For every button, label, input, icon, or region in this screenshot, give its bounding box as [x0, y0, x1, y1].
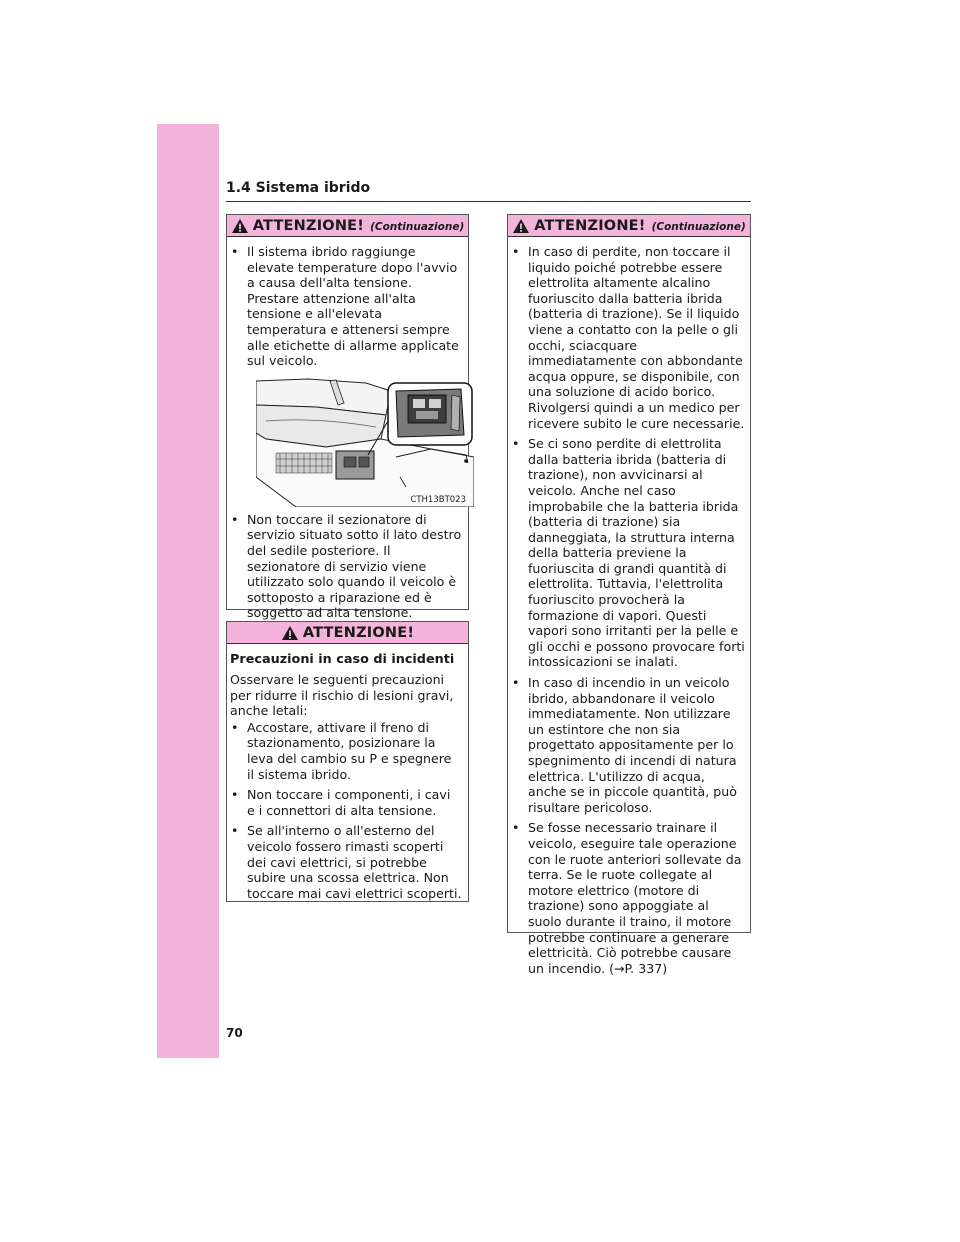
- page-number: 70: [226, 1026, 243, 1040]
- warning-triangle-icon: [231, 218, 249, 234]
- list-item: • Accostare, attivare il freno di stazionamento, posizionare la leva del cambio su P e spegnere il sistema ibrido.: [230, 720, 462, 782]
- list-item: • Se all'interno o all'esterno del veicolo fossero rimasti scoperti dei cavi elettrici, si potrebbe subire una scossa elettrica. Non toccare mai cavi elettrici scoperti.: [230, 823, 462, 901]
- continuation-label: (Continuazione): [370, 221, 465, 233]
- warning-box-continued-right: [507, 214, 751, 976]
- warning-header: [227, 622, 468, 644]
- list-item: • In caso di perdite, non toccare il liquido poiché potrebbe essere elettrolita altamente alcalino fuoriuscito dalla batteria ibrida (batteria di trazione). Se il liquido viene a contatto con la pelle o gli occhi, sciacquare immediatamente con abbondante acqua oppure, se disponibile, con una soluzione di acido borico. Rivolgersi quindi a un medico per ricevere subito le cure necessarie.: [511, 244, 745, 431]
- list-item: • In caso di incendio in un veicolo ibrido, abbandonare il veicolo immediatamente. Non utilizzare un estintore che non sia progettato appositamente per lo spegnimento di incendi di natura elettrica. L'utilizzo di acqua, anche se in piccole quantità, può risultare pericoloso.: [511, 675, 745, 815]
- continuation-label: (Continuazione): [651, 221, 746, 233]
- list-item: • Se fosse necessario trainare il veicolo, eseguire tale operazione con le ruote anteriori sollevate da terra. Se le ruote collegate al motore elettrico (motore di trazione) sono appoggiate al suolo durante il traino, il motore potrebbe continuare a generare elettricità. Ciò potrebbe causare un incendio. (→P. 337): [511, 820, 745, 976]
- list-item: • Se ci sono perdite di elettrolita dalla batteria ibrida (batteria di trazione), non avvicinarsi al veicolo. Anche nel caso improbabile che la batteria ibrida (batteria di trazione) sia danneggiata, la struttura interna della batteria previene la fuoriuscita di grandi quantità di elettrolita. Tuttavia, l'elettrolita fuoriuscito provocherà la formazione di vapori. Questi vapori sono irritanti per la pelle e gli occhi e possono provocare forti intossicazioni se inalati.: [511, 436, 745, 670]
- warning-triangle-icon: [281, 625, 299, 641]
- warning-title: ATTENZIONE!: [302, 624, 415, 641]
- subheading: Precauzioni in caso di incidenti: [230, 652, 455, 667]
- warning-header: [227, 215, 468, 237]
- chapter-tab: [157, 124, 219, 1058]
- list-item: • Non toccare il sezionatore di servizio situato sotto il lato destro del sedile posteriore. Il sezionatore di servizio viene utilizzato solo quando il veicolo è sottoposto a riparazione ed è soggetto ad alta tensione.: [230, 512, 462, 621]
- warning-box-continued-left: [226, 214, 469, 621]
- figure-code-label: CTH13BT023: [410, 494, 466, 505]
- list-item: • Il sistema ibrido raggiunge elevate temperature dopo l'avvio a causa dell'alta tensione. Prestare attenzione all'alta tensione e all'elevata temperatura e attenersi sempre alle etichette di allarme applicate sul veicolo.: [230, 244, 462, 369]
- intro-paragraph: Osservare le seguenti precauzioni per ridurre il rischio di lesioni gravi, anche letali:: [230, 672, 454, 719]
- service-plug-illustration: [256, 377, 474, 507]
- warning-title: ATTENZIONE!: [252, 217, 365, 234]
- warning-header: [508, 215, 750, 237]
- warning-triangle-icon: [512, 218, 530, 234]
- warning-title: ATTENZIONE!: [534, 217, 646, 234]
- section-header: 1.4 Sistema ibrido: [226, 178, 751, 202]
- warning-box-accidents: [226, 621, 469, 902]
- list-item: • Non toccare i componenti, i cavi e i connettori di alta tensione.: [230, 787, 462, 818]
